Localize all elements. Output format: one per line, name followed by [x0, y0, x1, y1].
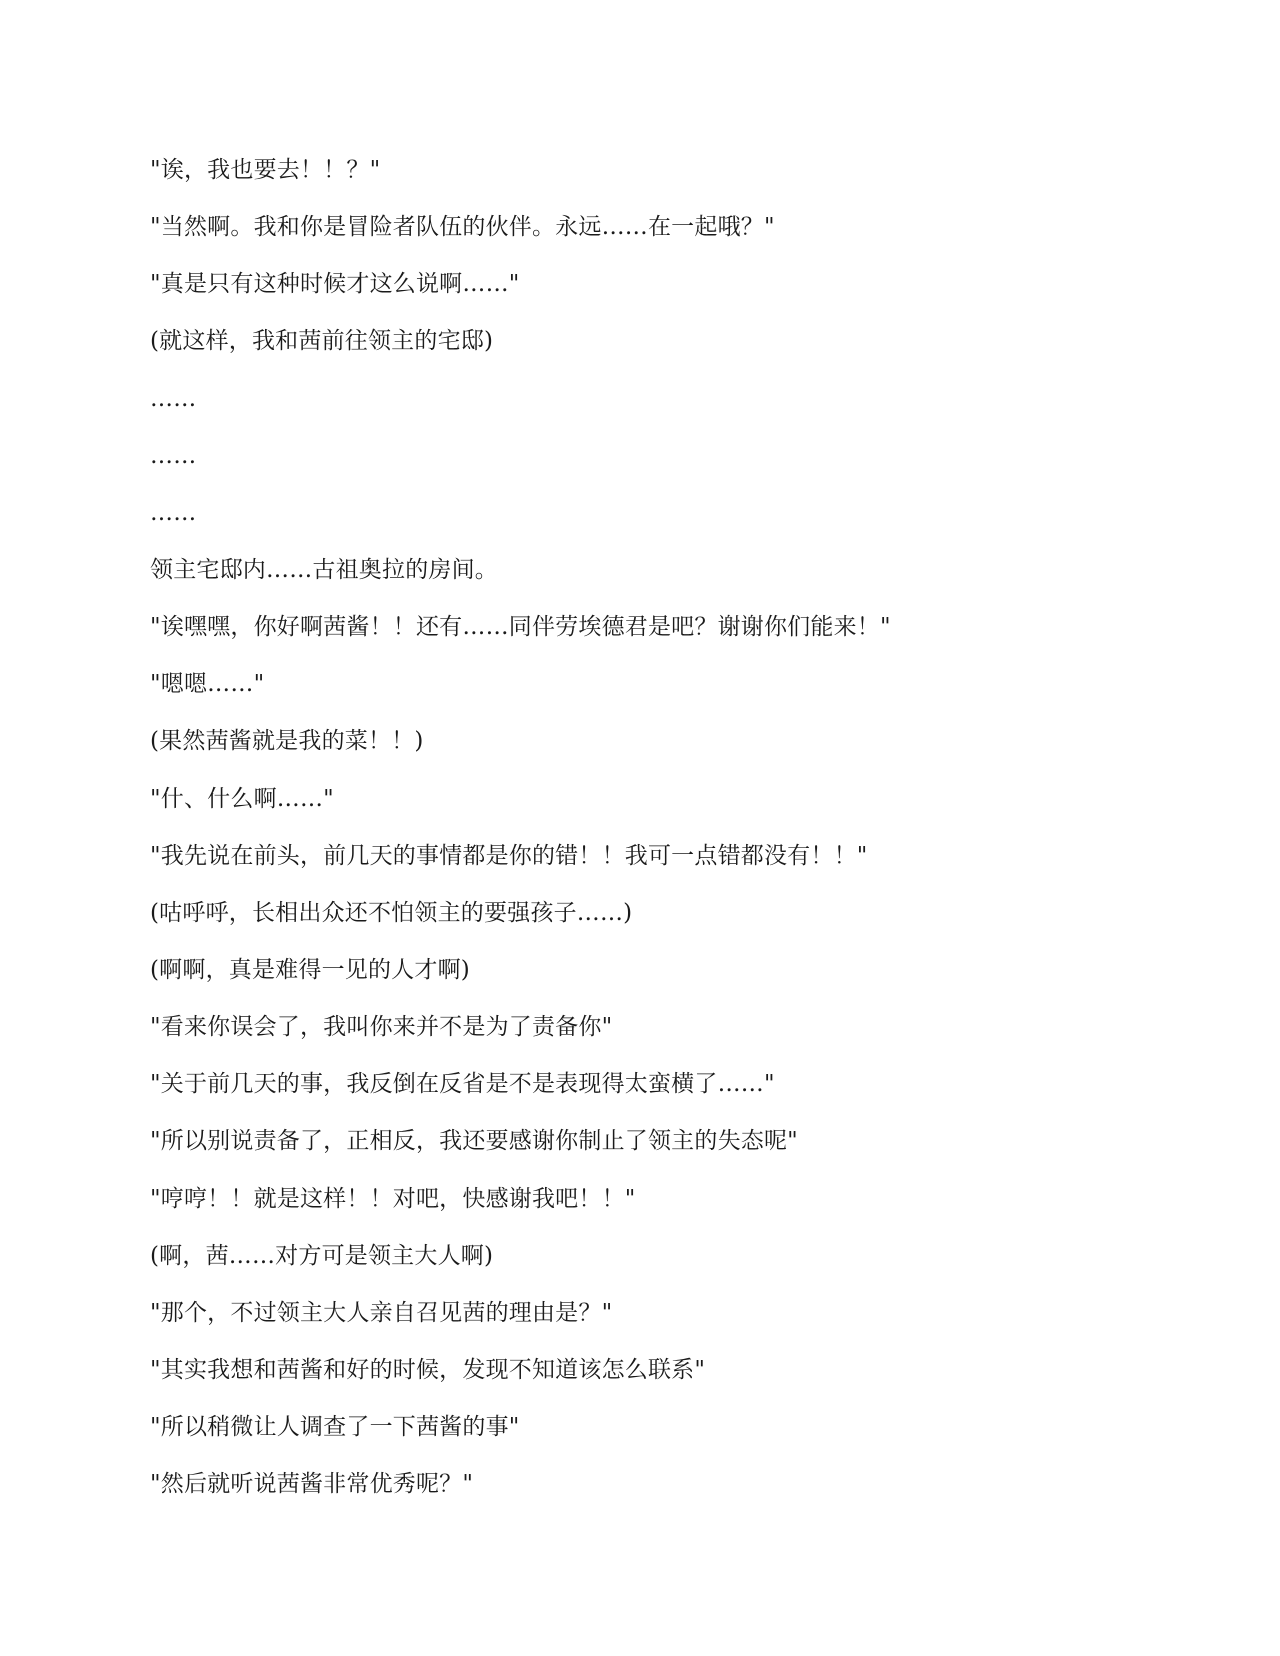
ellipsis-line: ……: [150, 385, 197, 412]
text-line: "诶嘿嘿，你好啊茜酱！！还有……同伴劳埃德君是吧？谢谢你们能来！": [150, 614, 891, 641]
text-line: "那个，不过领主大人亲自召见茜的理由是？": [150, 1299, 613, 1326]
text-line: "什、什么啊……": [150, 785, 334, 812]
text-line: (啊，茜……对方可是领主大人啊): [150, 1242, 494, 1269]
text-line: (就这样，我和茜前往领主的宅邸): [150, 328, 494, 355]
text-line: "嗯嗯……": [150, 671, 265, 698]
text-line: "关于前几天的事，我反倒在反省是不是表现得太蛮横了……": [150, 1071, 775, 1098]
text-line: (果然茜酱就是我的菜！！): [150, 728, 424, 755]
text-line: "哼哼！！就是这样！！对吧，快感谢我吧！！": [150, 1185, 636, 1212]
text-line: "其实我想和茜酱和好的时候，发现不知道该怎么联系": [150, 1356, 706, 1383]
text-line: "我先说在前头，前几天的事情都是你的错！！我可一点错都没有！！": [150, 842, 868, 869]
ellipsis-line: ……: [150, 442, 197, 469]
text-line: "当然啊。我和你是冒险者队伍的伙伴。永远……在一起哦？": [150, 214, 775, 241]
text-line: "真是只有这种时候才这么说啊……": [150, 271, 520, 298]
text-line: (啊啊，真是难得一见的人才啊): [150, 956, 470, 983]
text-line: (咕呼呼，长相出众还不怕领主的要强孩子……): [150, 899, 633, 926]
ellipsis-line: ……: [150, 499, 197, 526]
text-line: "然后就听说茜酱非常优秀呢？": [150, 1471, 474, 1498]
text-line: 领主宅邸内……古祖奥拉的房间。: [150, 556, 498, 583]
text-line: "看来你误会了，我叫你来并不是为了责备你": [150, 1014, 613, 1041]
text-line: "所以稍微让人调查了一下茜酱的事": [150, 1414, 520, 1441]
text-line: "诶，我也要去！！？": [150, 157, 381, 183]
text-line: "所以别说责备了，正相反，我还要感谢你制止了领主的失态呢": [150, 1128, 798, 1155]
text-body: [150, 142, 1150, 1513]
